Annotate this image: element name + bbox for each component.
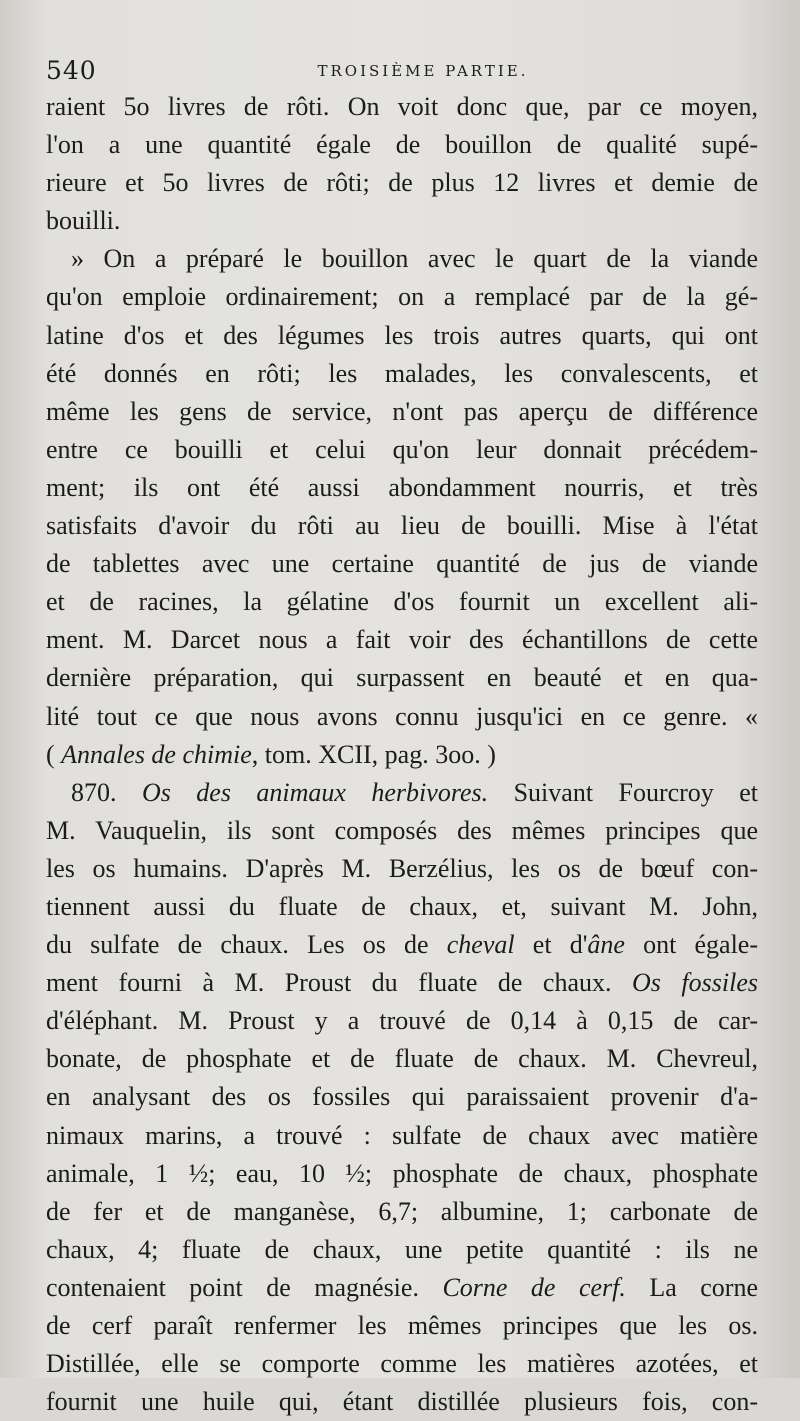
text-line: M. Vauquelin, ils sont composés des mêmes principes que bbox=[46, 815, 758, 845]
text-line: ment. M. Darcet nous a fait voir des échantillons de cette bbox=[46, 625, 758, 655]
section-title: Os des animaux herbivores. bbox=[141, 777, 489, 807]
italic-term: Os fossiles bbox=[632, 968, 758, 998]
text-line: l'on a une quantité égale de bouillon de qualité supé- bbox=[46, 130, 758, 160]
text-line: raient 5o livres de rôti. On voit donc que, par ce moyen, bbox=[46, 92, 758, 121]
italic-term: Corne de cerf. bbox=[442, 1272, 626, 1302]
text-line: lité tout ce que nous avons connu jusqu'ici en ce genre. « bbox=[46, 701, 758, 731]
text-line: fournit une huile qui, étant distillée plusieurs fois, con- bbox=[46, 1387, 758, 1417]
text-line: qu'on emploie ordinairement; on a remplacé par de la gé- bbox=[46, 282, 758, 312]
text-line: Distillée, elle se comporte comme les matières azotées, et bbox=[46, 1349, 758, 1379]
text-line: chaux, 4; fluate de chaux, une petite quantité : ils ne bbox=[46, 1234, 758, 1264]
journal-title: Annales de chimie bbox=[61, 739, 252, 769]
text-line: du sulfate de chaux. Les os de cheval et d'âne ont égale- bbox=[46, 930, 758, 960]
text-line: bonate, de phosphate et de fluate de chaux. M. Chevreul, bbox=[46, 1044, 758, 1074]
citation-line: ( Annales de chimie, tom. XCII, pag. 3oo. ) bbox=[46, 739, 496, 769]
text-line: et de racines, la gélatine d'os fournit un excellent ali- bbox=[46, 587, 758, 617]
text-line: animale, 1 ½; eau, 10 ½; phosphate de chaux, phosphate bbox=[46, 1158, 758, 1188]
text-line: dernière préparation, qui surpassent en beauté et en qua- bbox=[46, 663, 758, 693]
text-line: été donnés en rôti; les malades, les convalescents, et bbox=[46, 358, 758, 388]
text-line: satisfaits d'avoir du rôti au lieu de bouilli. Mise à l'état bbox=[46, 511, 758, 541]
text-line: ment fourni à M. Proust du fluate de chaux. Os fossiles bbox=[46, 968, 758, 998]
text-line: même les gens de service, n'ont pas aperçu de différence bbox=[46, 396, 758, 426]
running-head: TROISIÈME PARTIE. bbox=[317, 62, 529, 80]
text-line: en analysant des os fossiles qui paraissaient provenir d'a- bbox=[46, 1082, 758, 1112]
text-line: de tablettes avec une certaine quantité de jus de viande bbox=[46, 549, 758, 579]
page-header bbox=[46, 56, 760, 86]
text-line: les os humains. D'après M. Berzélius, les os de bœuf con- bbox=[46, 853, 758, 883]
text-line: entre ce bouilli et celui qu'on leur donnait précédem- bbox=[46, 434, 758, 464]
text-line: de cerf paraît renfermer les mêmes principes que les os. bbox=[46, 1311, 758, 1340]
body-text bbox=[46, 88, 758, 1421]
text-line: ment; ils ont été aussi abondamment nourris, et très bbox=[46, 472, 758, 502]
text-line: de fer et de manganèse, 6,7; albumine, 1; carbonate de bbox=[46, 1196, 758, 1226]
text-line: tiennent aussi du fluate de chaux, et, suivant M. John, bbox=[46, 891, 758, 921]
page-number: 540 bbox=[46, 56, 97, 85]
text-line: nimaux marins, a trouvé : sulfate de chaux avec matière bbox=[46, 1120, 758, 1150]
section-heading-line: 870. Os des animaux herbivores. Suivant Fourcroy et bbox=[71, 777, 759, 807]
text-line: contenaient point de magnésie. Corne de cerf. La corne bbox=[46, 1272, 758, 1302]
text-line: d'éléphant. M. Proust y a trouvé de 0,14 à 0,15 de car- bbox=[46, 1006, 758, 1036]
text-line: rieure et 5o livres de rôti; de plus 12 livres et demie de bbox=[46, 168, 758, 198]
italic-term: âne bbox=[587, 930, 625, 960]
italic-term: cheval bbox=[446, 930, 515, 960]
text-line: bouilli. bbox=[46, 206, 121, 236]
text-line: » On a préparé le bouillon avec le quart de la viande bbox=[71, 244, 758, 274]
text-line: latine d'os et des légumes les trois autres quarts, qui ont bbox=[46, 320, 758, 350]
